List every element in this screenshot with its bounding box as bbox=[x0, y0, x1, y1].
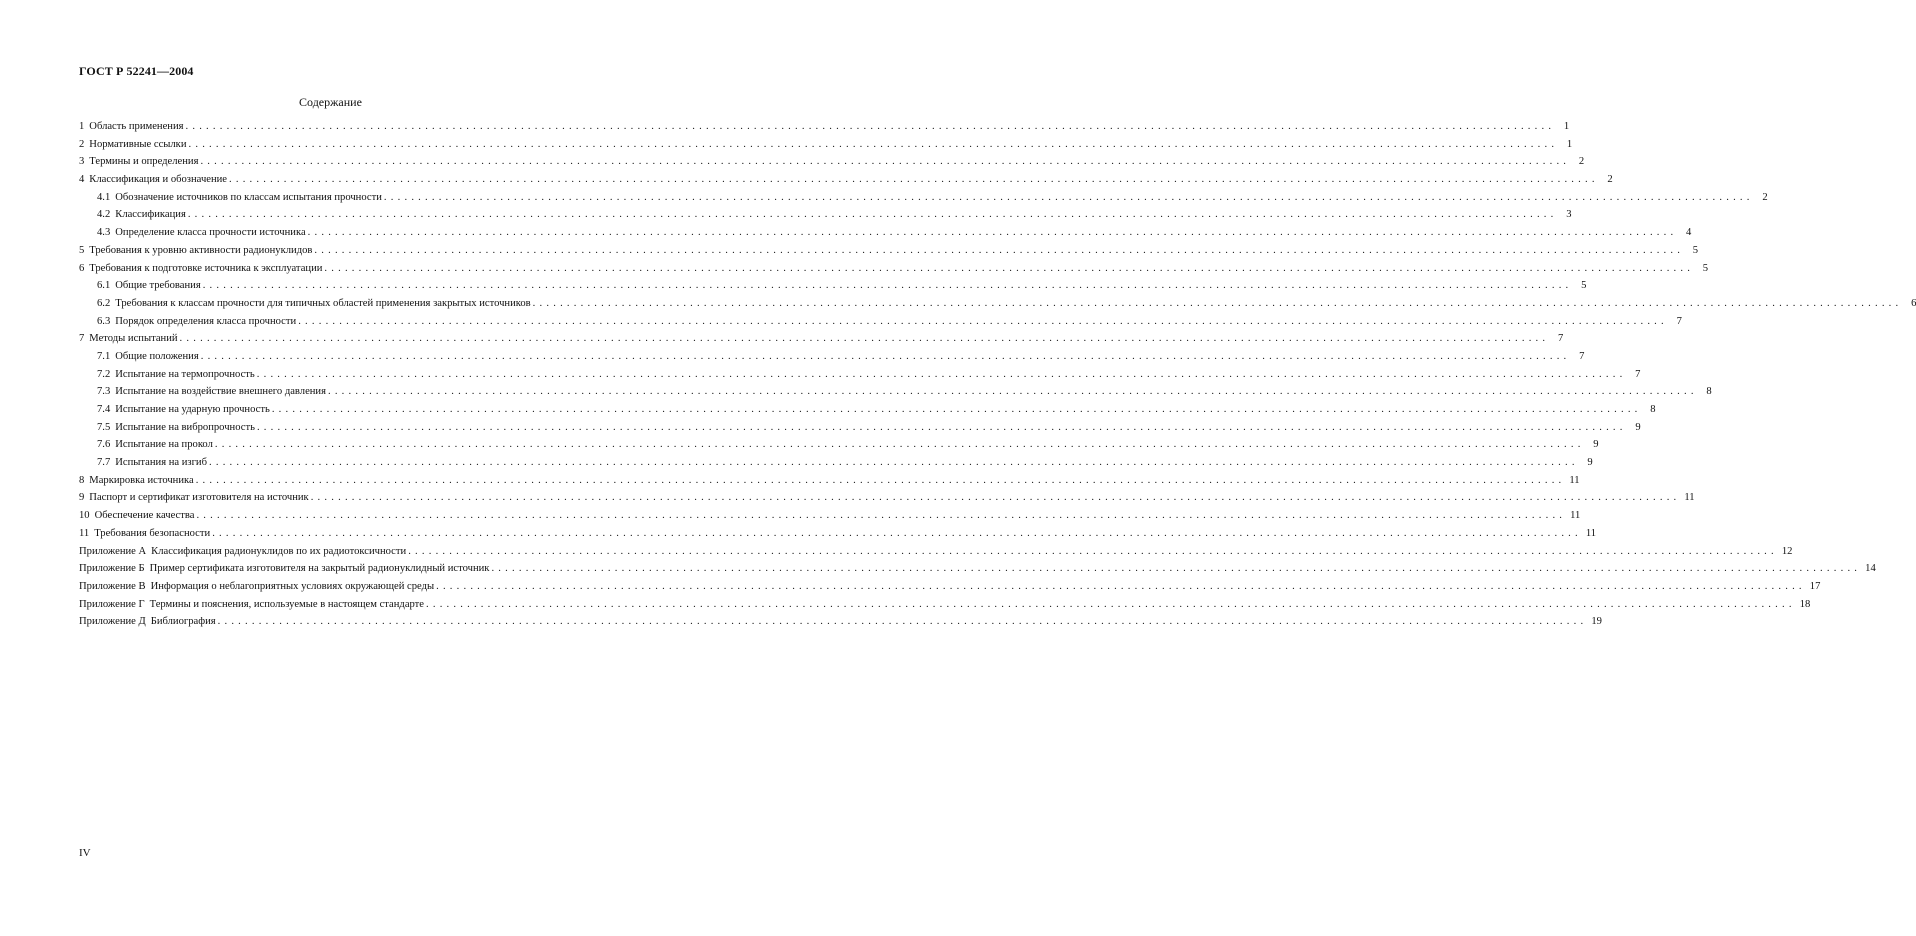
toc-entry-number: 7.3 bbox=[97, 386, 111, 398]
toc-entry-label: Испытание на вибропрочность bbox=[115, 421, 255, 433]
toc-entry[interactable] bbox=[79, 313, 1682, 331]
toc-entry[interactable] bbox=[79, 560, 1876, 578]
toc-entry-label: Обозначение источников по классам испытания прочности bbox=[115, 191, 382, 203]
toc-entry-page: 1 bbox=[1566, 138, 1573, 150]
toc-entry-page: 3 bbox=[1566, 209, 1572, 221]
toc-entry[interactable] bbox=[79, 507, 1581, 525]
dot-leader: ........................................................................................................................................................................................................ bbox=[256, 421, 1627, 433]
dot-leader: ........................................................................................................................................................................................................ bbox=[408, 545, 1778, 557]
toc-entry[interactable] bbox=[79, 578, 1821, 596]
toc-entry-number: 6.2 bbox=[97, 297, 111, 309]
toc-entry-label: Общие требования bbox=[115, 280, 201, 292]
toc-entry-label: Общие положения bbox=[115, 350, 199, 362]
toc-entry-page: 18 bbox=[1799, 598, 1811, 610]
toc-entry-page: 14 bbox=[1865, 563, 1876, 575]
toc-entry-number: 9 bbox=[79, 492, 85, 504]
toc-entry[interactable] bbox=[79, 472, 1580, 490]
toc-entry[interactable] bbox=[79, 171, 1613, 189]
toc-entry-label: Требования безопасности bbox=[94, 527, 211, 539]
toc-entry-number: 11 bbox=[79, 527, 90, 539]
toc-entry[interactable] bbox=[79, 454, 1593, 472]
toc-entry-page: 7 bbox=[1579, 350, 1585, 362]
toc-entry-page: 2 bbox=[1607, 174, 1613, 186]
toc-entry-number: 3 bbox=[79, 156, 85, 168]
toc-entry-page: 5 bbox=[1692, 244, 1699, 256]
dot-leader: ........................................................................................................................................................................................................ bbox=[314, 244, 1685, 256]
dot-leader: ........................................................................................................................................................................................................ bbox=[188, 138, 1559, 150]
toc-entry-number: 7.1 bbox=[97, 350, 111, 362]
toc-entry[interactable] bbox=[79, 401, 1656, 419]
toc-entry-number: Приложение А bbox=[79, 545, 147, 557]
toc-entry-page: 9 bbox=[1635, 421, 1641, 433]
toc-entry-label: Маркировка источника bbox=[89, 474, 194, 486]
dot-leader: ........................................................................................................................................................................................................ bbox=[179, 333, 1550, 345]
dot-leader: ........................................................................................................................................................................................................ bbox=[217, 616, 1588, 628]
toc-entry-page: 11 bbox=[1570, 510, 1581, 522]
toc-entry-label: Библиография bbox=[150, 616, 216, 628]
toc-entry-number: 6 bbox=[79, 262, 85, 274]
toc-entry-number: 7 bbox=[79, 333, 85, 345]
dot-leader: ........................................................................................................................................................................................................ bbox=[195, 474, 1566, 486]
toc-entry-page: 5 bbox=[1702, 262, 1709, 274]
toc-entry-label: Термины и пояснения, используемые в настоящем стандарте bbox=[149, 598, 425, 610]
toc-entry-page: 11 bbox=[1585, 527, 1597, 539]
toc-entry-page: 7 bbox=[1676, 315, 1682, 327]
toc-entry[interactable] bbox=[79, 489, 1695, 507]
toc-entry[interactable] bbox=[79, 383, 1712, 401]
toc-entry-label: Методы испытаний bbox=[89, 333, 178, 345]
toc-entry[interactable] bbox=[79, 613, 1602, 631]
dot-leader: ........................................................................................................................................................................................................ bbox=[307, 227, 1678, 239]
dot-leader: ........................................................................................................................................................................................................ bbox=[271, 404, 1642, 415]
toc-entry[interactable] bbox=[79, 153, 1585, 171]
toc-entry-label: Порядок определения класса прочности bbox=[115, 315, 297, 327]
toc-entry-number: 7.4 bbox=[97, 404, 111, 415]
dot-leader: ........................................................................................................................................................................................................ bbox=[491, 563, 1862, 575]
toc-entry[interactable] bbox=[79, 136, 1573, 154]
page-number: IV bbox=[79, 847, 91, 859]
dot-leader: ........................................................................................................................................................................................................ bbox=[229, 174, 1599, 186]
toc-entry-number: 6.3 bbox=[97, 315, 111, 327]
toc-entry-label: Термины и определения bbox=[89, 156, 199, 168]
dot-leader: ........................................................................................................................................................................................................ bbox=[310, 492, 1681, 504]
toc-entry-page: 17 bbox=[1809, 580, 1821, 592]
dot-leader: ........................................................................................................................................................................................................ bbox=[196, 510, 1567, 522]
toc-entry-label: Пример сертификата изготовителя на закрытый радионуклидный источник bbox=[149, 563, 490, 575]
dot-leader: ........................................................................................................................................................................................................ bbox=[532, 297, 1903, 309]
toc-entry-label: Испытание на термопрочность bbox=[115, 368, 255, 380]
toc-entry-page: 1 bbox=[1563, 121, 1570, 132]
toc-entry-number: 8 bbox=[79, 474, 85, 486]
toc-entry-label: Область применения bbox=[89, 121, 184, 132]
dot-leader: ........................................................................................................................................................................................................ bbox=[212, 527, 1582, 539]
toc-entry-label: Классификация радионуклидов по их радиотоксичности bbox=[151, 545, 407, 557]
toc-entry-number: 4.3 bbox=[97, 227, 111, 239]
dot-leader: ........................................................................................................................................................................................................ bbox=[436, 580, 1806, 592]
toc-entry-label: Требования к классам прочности для типичных областей применения закрытых источников bbox=[115, 297, 531, 309]
dot-leader: ........................................................................................................................................................................................................ bbox=[256, 368, 1627, 380]
toc-entry-page: 12 bbox=[1781, 545, 1793, 557]
toc-entry-page: 7 bbox=[1557, 333, 1564, 345]
toc-entry-number: 4.1 bbox=[97, 191, 111, 203]
dot-leader: ........................................................................................................................................................................................................ bbox=[426, 598, 1796, 610]
toc-title: Содержание bbox=[299, 95, 362, 109]
toc-entry-page: 4 bbox=[1686, 227, 1692, 239]
toc-entry-number: 5 bbox=[79, 244, 85, 256]
toc-entry-page: 9 bbox=[1587, 457, 1593, 469]
dot-leader: ........................................................................................................................................................................................................ bbox=[383, 191, 1754, 203]
dot-leader: ........................................................................................................................................................................................................ bbox=[214, 439, 1585, 451]
toc-entry[interactable] bbox=[79, 118, 1570, 136]
toc-entry-page: 6 bbox=[1911, 297, 1916, 309]
toc-entry-number: 2 bbox=[79, 138, 85, 150]
toc-entry-number: Приложение Д bbox=[79, 616, 146, 628]
toc-entry-label: Определение класса прочности источника bbox=[115, 227, 306, 239]
dot-leader: ........................................................................................................................................................................................................ bbox=[200, 350, 1571, 362]
toc-entry-label: Классификация и обозначение bbox=[89, 174, 228, 186]
toc-entry[interactable] bbox=[79, 189, 1768, 207]
toc-entry-number: 1 bbox=[79, 121, 85, 132]
toc-entry-number: Приложение В bbox=[79, 580, 146, 592]
toc-entry[interactable] bbox=[79, 543, 1793, 561]
toc-entry-number: 10 bbox=[79, 510, 90, 522]
toc-entry-number: 7.7 bbox=[97, 457, 111, 469]
toc-entry-label: Испытание на воздействие внешнего давления bbox=[115, 386, 326, 398]
toc-entry[interactable] bbox=[79, 260, 1709, 278]
toc-entry[interactable] bbox=[79, 366, 1641, 384]
toc-entry-page: 7 bbox=[1635, 368, 1641, 380]
toc-entry[interactable] bbox=[79, 525, 1597, 543]
toc-entry-label: Обеспечение качества bbox=[94, 510, 195, 522]
toc-entry-page: 19 bbox=[1591, 616, 1602, 628]
dot-leader: ........................................................................................................................................................................................................ bbox=[185, 121, 1556, 132]
toc-entry-label: Испытание на ударную прочность bbox=[115, 404, 270, 415]
toc-entry-page: 8 bbox=[1650, 404, 1656, 415]
toc-entry-page: 11 bbox=[1684, 492, 1695, 504]
toc-entry-number: 6.1 bbox=[97, 280, 111, 292]
toc-entry[interactable] bbox=[79, 436, 1599, 454]
toc-entry-page: 8 bbox=[1706, 386, 1712, 398]
toc-entry-number: Приложение Г bbox=[79, 598, 145, 610]
toc-entry-number: 4.2 bbox=[97, 209, 111, 221]
toc-entry[interactable] bbox=[79, 206, 1572, 224]
toc-entry-page: 2 bbox=[1762, 191, 1768, 203]
toc-entry-label: Испытание на прокол bbox=[115, 439, 213, 451]
dot-leader: ........................................................................................................................................................................................................ bbox=[202, 280, 1573, 292]
toc-entry-label: Требования к уровню активности радионуклидов bbox=[89, 244, 313, 256]
toc-entry-label: Требования к подготовке источника к эксплуатации bbox=[89, 262, 323, 274]
table-of-contents bbox=[79, 118, 1916, 631]
toc-entry-number: 7.2 bbox=[97, 368, 111, 380]
toc-entry[interactable] bbox=[79, 330, 1564, 348]
toc-entry-label: Испытания на изгиб bbox=[115, 457, 207, 469]
dot-leader: ........................................................................................................................................................................................................ bbox=[327, 386, 1698, 398]
toc-entry-label: Паспорт и сертификат изготовителя на источник bbox=[89, 492, 309, 504]
dot-leader: ........................................................................................................................................................................................................ bbox=[298, 315, 1668, 327]
toc-entry-label: Классификация bbox=[115, 209, 186, 221]
toc-entry[interactable] bbox=[79, 295, 1916, 313]
toc-entry-page: 9 bbox=[1593, 439, 1599, 451]
dot-leader: ........................................................................................................................................................................................................ bbox=[209, 457, 1579, 469]
standard-code: ГОСТ Р 52241—2004 bbox=[79, 64, 194, 78]
toc-entry-number: 7.6 bbox=[97, 439, 111, 451]
toc-entry[interactable] bbox=[79, 596, 1811, 614]
toc-entry-number: Приложение Б bbox=[79, 563, 145, 575]
toc-entry-page: 11 bbox=[1569, 474, 1580, 486]
toc-entry[interactable] bbox=[79, 224, 1692, 242]
dot-leader: ........................................................................................................................................................................................................ bbox=[187, 209, 1558, 221]
toc-entry[interactable] bbox=[79, 242, 1699, 260]
toc-entry[interactable] bbox=[79, 348, 1585, 366]
toc-entry-number: 4 bbox=[79, 174, 85, 186]
toc-entry-number: 7.5 bbox=[97, 421, 111, 433]
toc-entry-label: Информация о неблагоприятных условиях окружающей среды bbox=[150, 580, 435, 592]
toc-entry[interactable] bbox=[79, 277, 1587, 295]
toc-entry-page: 5 bbox=[1581, 280, 1587, 292]
dot-leader: ........................................................................................................................................................................................................ bbox=[200, 156, 1571, 168]
toc-entry-label: Нормативные ссылки bbox=[89, 138, 187, 150]
dot-leader: ........................................................................................................................................................................................................ bbox=[324, 262, 1695, 274]
toc-entry-page: 2 bbox=[1578, 156, 1585, 168]
toc-entry[interactable] bbox=[79, 419, 1641, 437]
